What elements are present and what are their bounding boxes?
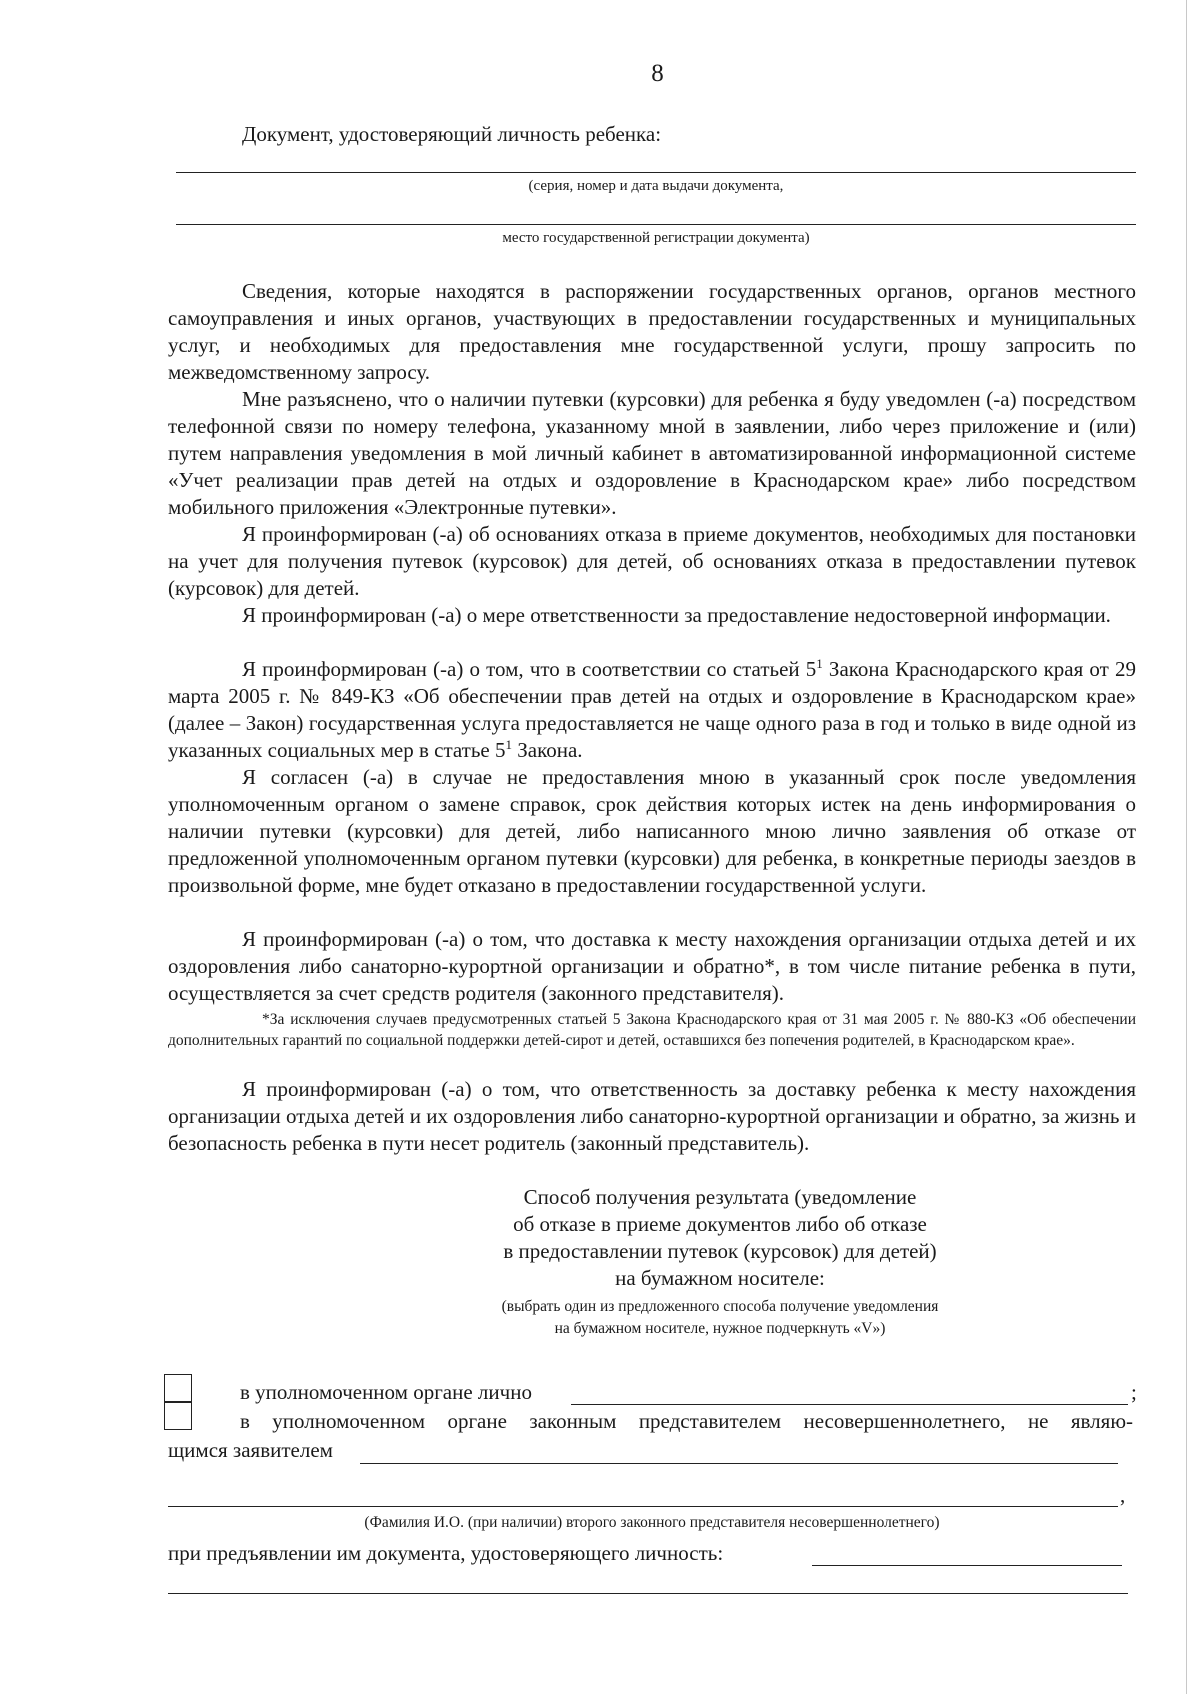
method-heading <box>240 1184 1200 1292</box>
superscript: 1 <box>816 656 823 671</box>
id-document-field-line-2[interactable] <box>168 1593 1128 1594</box>
child-id-document-label: Документ, удостоверяющий личность ребенка: <box>242 122 662 146</box>
method-hint-line: на бумажном носителе, нужное подчеркнуть «V») <box>554 1320 886 1337</box>
semicolon: ; <box>1131 1380 1137 1404</box>
paragraph-responsibility <box>168 602 1136 629</box>
paragraph-text: Я проинформирован (-а) о том, что в соответствии со статьей 5 <box>242 657 817 681</box>
paragraph-interagency-request <box>168 278 1136 386</box>
method-hint <box>240 1296 1200 1340</box>
child-id-field-line-2[interactable] <box>176 224 1136 225</box>
representative-field-line-1[interactable] <box>360 1463 1118 1464</box>
option-representative-label-cont: щимся заявителем <box>168 1438 333 1462</box>
paragraph-text: Закона Краснодарского края от 29 марта 2005 г. № 849-КЗ «Об обеспечении прав детей на отдых и оздоровление в Краснодарском крае» (далее – Закон) государственная услуга предоставляется не чаще одного раза в год и только в виде одной из указанных социальных мер в статье 5 <box>168 657 1136 762</box>
footnote-text: *За исключения случаев предусмотренных статьей 5 Закона Краснодарского края от 31 мая 2005 г. № 880-КЗ «Об обеспечении дополнительных гарантий по социальной поддержки детей-сирот и детей, оставшихся без попечения родителей, в Краснодарском крае». <box>168 1011 1136 1049</box>
paragraph-law-article <box>168 656 1136 764</box>
method-heading-line: Способ получения результата (уведомление <box>523 1185 917 1209</box>
paragraph-consent <box>168 764 1136 899</box>
superscript: 1 <box>505 737 512 752</box>
option-in-person-checkbox[interactable] <box>164 1374 192 1402</box>
id-document-label: при предъявлении им документа, удостоверяющего личность: <box>168 1541 724 1565</box>
option-representative-checkbox[interactable] <box>164 1402 192 1430</box>
method-hint-line: (выбрать один из предложенного способа получение уведомления <box>501 1298 939 1315</box>
paragraph-text: Я проинформирован (-а) о мере ответственности за предоставление недостоверной информации. <box>242 603 1111 627</box>
comma: , <box>1120 1483 1126 1507</box>
paragraph-delivery-costs <box>168 926 1136 1007</box>
representative-field-line-2[interactable] <box>168 1506 1118 1507</box>
paragraph-text: Сведения, которые находятся в распоряжении государственных органов, органов местного самоуправления и иных органов, участвующих в предоставлении государственных и муниципальных услуг, и необходимых для предоставления мне государственной услуги, прошу запросить по межведомственному запросу. <box>168 279 1136 384</box>
scan-edge-line <box>1186 0 1187 1694</box>
paragraph-text: Мне разъяснено, что о наличии путевки (курсовки) для ребенка я буду уведомлен (-а) посредством телефонной связи по номеру телефона, указанному мной в заявлении, либо через приложение и (или) путем направления уведомления в мой личный кабинет в автоматизированной информационной системе «Учет реализации прав детей на отдых и оздоровление в Краснодарском крае» либо посредством мобильного приложения «Электронные путевки». <box>168 387 1136 519</box>
second-representative-caption: (Фамилия И.О. (при наличии) второго законного представителя несовершеннолетнего) <box>364 1514 940 1531</box>
page-number: 8 <box>651 60 664 87</box>
paragraph-text: Я проинформирован (-а) о том, что ответственность за доставку ребенка к месту нахождения организации отдыха детей и их оздоровления либо санаторно-курортной организации и обратно, за жизнь и безопасность ребенка в пути несет родитель (законный представитель). <box>168 1077 1136 1155</box>
paragraph-text: Я проинформирован (-а) о том, что доставка к месту нахождения организации отдыха детей и их оздоровления либо санаторно-курортной организации и обратно*, в том числе питание ребенка в пути, осуществляется за счет средств родителя (законного представителя). <box>168 927 1136 1005</box>
option-in-person-field-line[interactable] <box>571 1404 1128 1405</box>
id-document-field-line-1[interactable] <box>812 1565 1122 1566</box>
method-heading-line: на бумажном носителе: <box>615 1266 825 1290</box>
footnote <box>168 1009 1136 1051</box>
paragraph-text: Я проинформирован (-а) об основаниях отказа в приеме документов, необходимых для постановки на учет для получения путевок (курсовок) для детей, об основаниях отказа в предоставлении путевок (курсовок) для детей. <box>168 522 1136 600</box>
child-id-caption-2: место государственной регистрации документа) <box>502 230 810 246</box>
child-id-field-line-1[interactable] <box>176 172 1136 173</box>
option-representative-label: в уполномоченном органе законным представителем несовершеннолетнего, не являю- <box>240 1409 1133 1433</box>
child-id-caption-1: (серия, номер и дата выдачи документа, <box>528 178 784 194</box>
method-heading-line: в предоставлении путевок (курсовок) для детей) <box>503 1239 937 1263</box>
option-in-person-label: в уполномоченном органе лично <box>240 1380 532 1404</box>
paragraph-delivery-responsibility <box>168 1076 1136 1157</box>
paragraph-refusal-grounds <box>168 521 1136 602</box>
method-heading-line: об отказе в приеме документов либо об отказе <box>513 1212 927 1236</box>
paragraph-text: Закона. <box>512 738 583 762</box>
paragraph-text: Я согласен (-а) в случае не предоставления мною в указанный срок после уведомления уполномоченным органом о замене справок, срок действия которых истек на день информирования о наличии путевки (курсовки) для детей, либо написанного мною лично заявления об отказе от предложенной уполномоченным органом путевки (курсовки) для ребенка, в конкретные периоды заездов в произвольной форме, мне будет отказано в предоставлении государственной услуги. <box>168 765 1136 897</box>
paragraph-notification <box>168 386 1136 521</box>
